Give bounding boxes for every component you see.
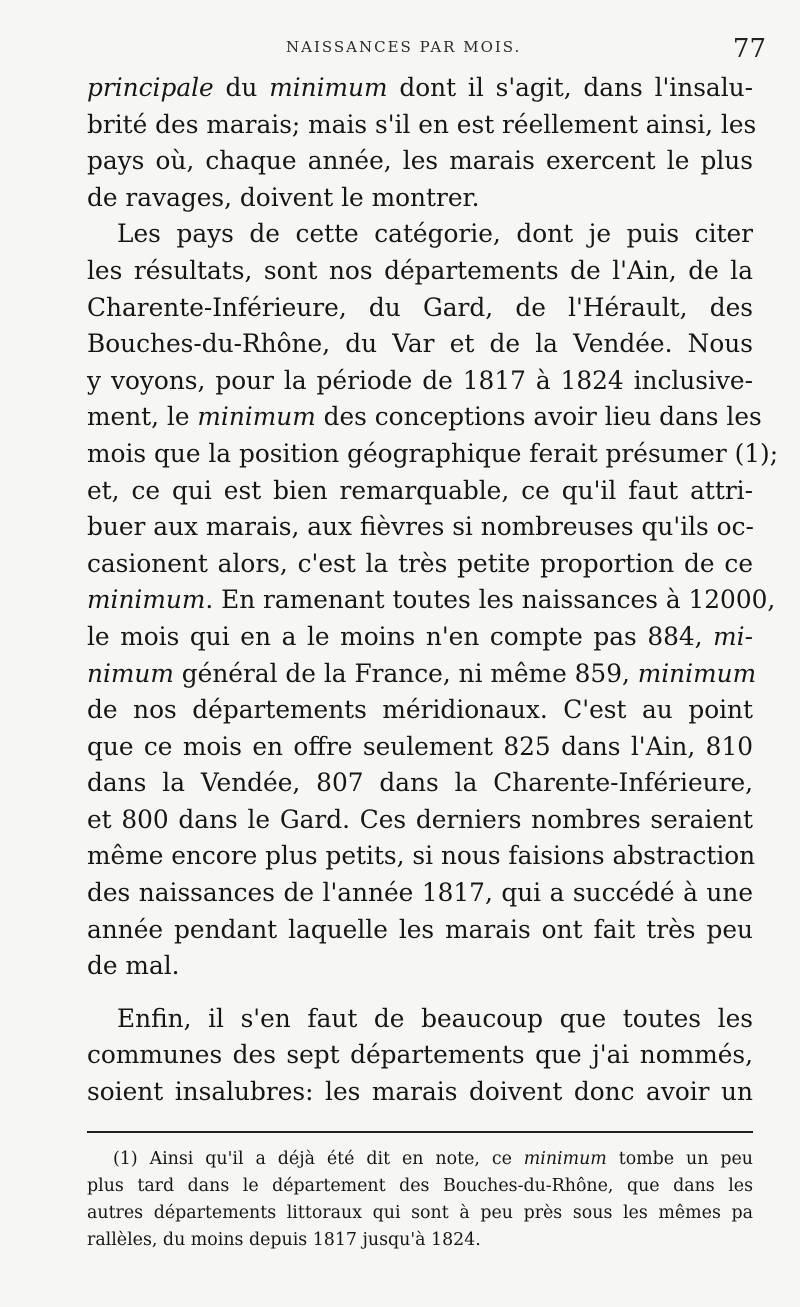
- text-run: dont il s'agit, dans l'insalu-: [387, 73, 753, 102]
- text-line: [87, 399, 762, 436]
- text-run: . En ramenant toutes les naissances à 12000,: [205, 585, 776, 615]
- footnote-line: autres départements littoraux qui sont à peu près sous les mêmes pa: [87, 1203, 753, 1223]
- italic-term: nimum: [87, 658, 174, 688]
- text-line: des naissances de l'année 1817, qui a succédé à une: [87, 878, 753, 908]
- text-line: buer aux marais, aux fièvres si nombreuses qu'ils oc-: [87, 512, 754, 542]
- paragraph-1: [87, 70, 757, 216]
- footnote-line: [87, 1146, 753, 1173]
- text-line: pays où, chaque année, les marais exercent le plus: [87, 146, 753, 176]
- text-line: Bouches-du-Rhône, du Var et de la Vendée. Nous: [87, 329, 753, 359]
- italic-term: minimum: [523, 1149, 607, 1169]
- italic-term: minimum: [87, 585, 206, 615]
- text-line: même encore plus petits, si nous faisions abstraction: [87, 841, 756, 871]
- text-run: du: [213, 73, 270, 102]
- italic-term: minimum: [197, 402, 316, 432]
- text-line: les résultats, sont nos départements de l'Ain, de la: [87, 255, 753, 285]
- text-line: brité des marais; mais s'il en est réellement ainsi, les: [87, 109, 757, 139]
- text-run: général de la France, ni même 859,: [173, 658, 638, 688]
- running-head: NAISSANCES PAR MOIS.: [286, 38, 522, 56]
- text-line: dans la Vendée, 807 dans la Charente-Inférieure,: [87, 768, 753, 798]
- text-run: (1) Ainsi qu'il a déjà été dit en note, ce: [113, 1149, 524, 1169]
- body-text: [87, 70, 779, 1111]
- text-line: soient insalubres: les marais doivent donc avoir un: [87, 1077, 753, 1107]
- text-line: Les pays de cette catégorie, dont je puis citer: [117, 219, 753, 249]
- text-line: y voyons, pour la période de 1817 à 1824 inclusive-: [87, 365, 753, 395]
- footnote: [87, 1146, 753, 1254]
- text-line: de ravages, doivent le montrer.: [87, 182, 480, 212]
- text-run: le mois qui en a le moins n'en compte pas 884,: [87, 621, 714, 651]
- paragraph-2: [87, 216, 779, 984]
- paragraph-3: [87, 1001, 753, 1111]
- text-line: [87, 619, 753, 656]
- text-line: casionent alors, c'est la très petite proportion de ce: [87, 548, 753, 578]
- text-line: [87, 582, 776, 619]
- text-line: [87, 656, 757, 693]
- italic-term: minimum: [637, 658, 757, 688]
- text-run: des conceptions avoir lieu dans les: [315, 402, 762, 432]
- italic-term: principale: [87, 73, 214, 102]
- text-line: [87, 70, 753, 107]
- text-line: Enfin, il s'en faut de beaucoup que toutes les: [117, 1003, 753, 1033]
- footnote-line: rallèles, du moins depuis 1817 jusqu'à 1824.: [87, 1230, 481, 1250]
- page-number: 77: [732, 34, 766, 64]
- text-line: et, ce qui est bien remarquable, ce qu'il faut attri-: [87, 475, 753, 505]
- page-header: [0, 34, 800, 74]
- italic-term: mi-: [713, 621, 753, 651]
- text-run: ment, le: [87, 402, 198, 432]
- footnote-line: plus tard dans le département des Bouches-du-Rhône, que dans les: [87, 1176, 753, 1196]
- text-line: mois que la position géographique ferait présumer (1);: [87, 438, 779, 468]
- text-line: et 800 dans le Gard. Ces derniers nombres seraient: [87, 804, 753, 834]
- text-run: tombe un peu: [606, 1149, 753, 1169]
- footnote-rule: [87, 1131, 753, 1133]
- text-line: que ce mois en offre seulement 825 dans l'Ain, 810: [87, 731, 753, 761]
- text-line: de nos départements méridionaux. C'est au point: [87, 695, 753, 725]
- text-line: année pendant laquelle les marais ont fait très peu: [87, 914, 753, 944]
- text-line: communes des sept départements que j'ai nommés,: [87, 1040, 753, 1070]
- text-line: Charente-Inférieure, du Gard, de l'Hérault, des: [87, 292, 753, 322]
- italic-term: minimum: [269, 73, 388, 102]
- text-line: de mal.: [87, 951, 180, 981]
